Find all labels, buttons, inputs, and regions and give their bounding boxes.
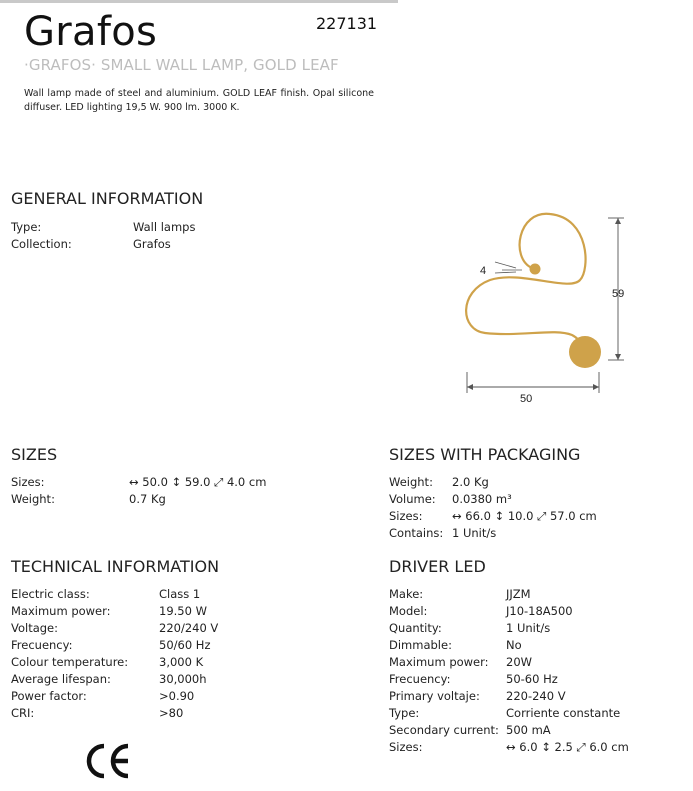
driver-value: J10-18A500	[506, 604, 573, 619]
packaging-value: 0.0380 m³	[452, 492, 512, 506]
lamp-small-diffuser	[530, 264, 541, 275]
technical-label: Maximum power:	[11, 604, 111, 618]
lamp-body	[466, 214, 585, 348]
driver-label: Quantity:	[389, 621, 442, 636]
depth-dimension	[495, 262, 522, 273]
driver-label: Dimmable:	[389, 638, 452, 653]
driver-label: Make:	[389, 587, 424, 601]
sizes-label: Weight:	[11, 492, 55, 506]
general-heading: GENERAL INFORMATION	[11, 189, 204, 208]
technical-value: >0.90	[159, 689, 195, 703]
driver-label: Primary voltaje:	[389, 689, 480, 704]
depth-label: 4	[480, 265, 487, 277]
technical-value: 50/60 Hz	[159, 638, 211, 652]
ce-mark-icon	[84, 742, 134, 780]
packaging-value: ↔ 66.0 ↕ 10.0 ⤢ 57.0 cm	[452, 509, 597, 523]
technical-label: CRI:	[11, 706, 35, 720]
driver-label: Type:	[389, 706, 420, 721]
technical-label: Power factor:	[11, 689, 87, 703]
driver-heading: DRIVER LED	[389, 557, 486, 576]
width-dimension	[467, 372, 599, 393]
packaging-label: Volume:	[389, 492, 436, 506]
driver-value: 500 mA	[506, 723, 551, 738]
driver-label: Secondary current:	[389, 723, 499, 738]
driver-value: No	[506, 638, 522, 653]
driver-value: 220-240 V	[506, 689, 566, 704]
general-label: Collection:	[11, 237, 72, 251]
height-label: 59	[612, 288, 625, 300]
driver-value: JJZM	[506, 587, 531, 601]
sizes-value: 0.7 Kg	[129, 492, 166, 506]
product-code: 227131	[316, 14, 378, 33]
product-title: Grafos	[24, 9, 158, 55]
technical-label: Frecuency:	[11, 638, 73, 652]
product-subtitle: ·GRAFOS· SMALL WALL LAMP, GOLD LEAF	[24, 56, 339, 74]
lamp-dimension-drawing	[440, 200, 640, 410]
general-value: Wall lamps	[133, 220, 196, 234]
technical-label: Average lifespan:	[11, 672, 111, 686]
technical-label: Voltage:	[11, 621, 59, 635]
lamp-large-diffuser	[569, 336, 601, 368]
general-value: Grafos	[133, 237, 171, 251]
packaging-label: Sizes:	[389, 509, 423, 523]
packaging-label: Contains:	[389, 526, 444, 540]
technical-heading: TECHNICAL INFORMATION	[11, 557, 220, 576]
sizes-heading: SIZES	[11, 445, 58, 464]
packaging-value: 2.0 Kg	[452, 475, 489, 489]
product-description: Wall lamp made of steel and aluminium. GOLD LEAF finish. Opal silicone diffuser. LED lighting 19,5 W. 900 lm. 3000 K.	[24, 88, 374, 113]
technical-value: 3,000 K	[159, 655, 204, 669]
technical-value: Class 1	[159, 587, 201, 601]
packaging-value: 1 Unit/s	[452, 526, 497, 540]
driver-value: 50-60 Hz	[506, 672, 558, 687]
technical-value: >80	[159, 706, 184, 720]
driver-value: 1 Unit/s	[506, 621, 551, 636]
technical-value: 220/240 V	[159, 621, 219, 635]
driver-label: Model:	[389, 604, 428, 619]
technical-value: 30,000h	[159, 672, 207, 686]
driver-value: Corriente constante	[506, 706, 621, 721]
packaging-heading: SIZES WITH PACKAGING	[389, 445, 581, 464]
general-label: Type:	[11, 220, 42, 234]
technical-value: 19.50 W	[159, 604, 207, 618]
width-label: 50	[520, 393, 533, 405]
driver-value: ↔ 6.0 ↕ 2.5 ⤢ 6.0 cm	[506, 740, 629, 755]
sizes-value: ↔ 50.0 ↕ 59.0 ⤢ 4.0 cm	[129, 475, 267, 489]
technical-label: Electric class:	[11, 587, 90, 601]
driver-label: Sizes:	[389, 740, 423, 755]
driver-value: 20W	[506, 655, 533, 670]
driver-label: Maximum power:	[389, 655, 489, 670]
packaging-label: Weight:	[389, 475, 433, 489]
driver-label: Frecuency:	[389, 672, 451, 687]
top-bar	[0, 0, 398, 3]
sizes-label: Sizes:	[11, 475, 45, 489]
technical-label: Colour temperature:	[11, 655, 129, 669]
